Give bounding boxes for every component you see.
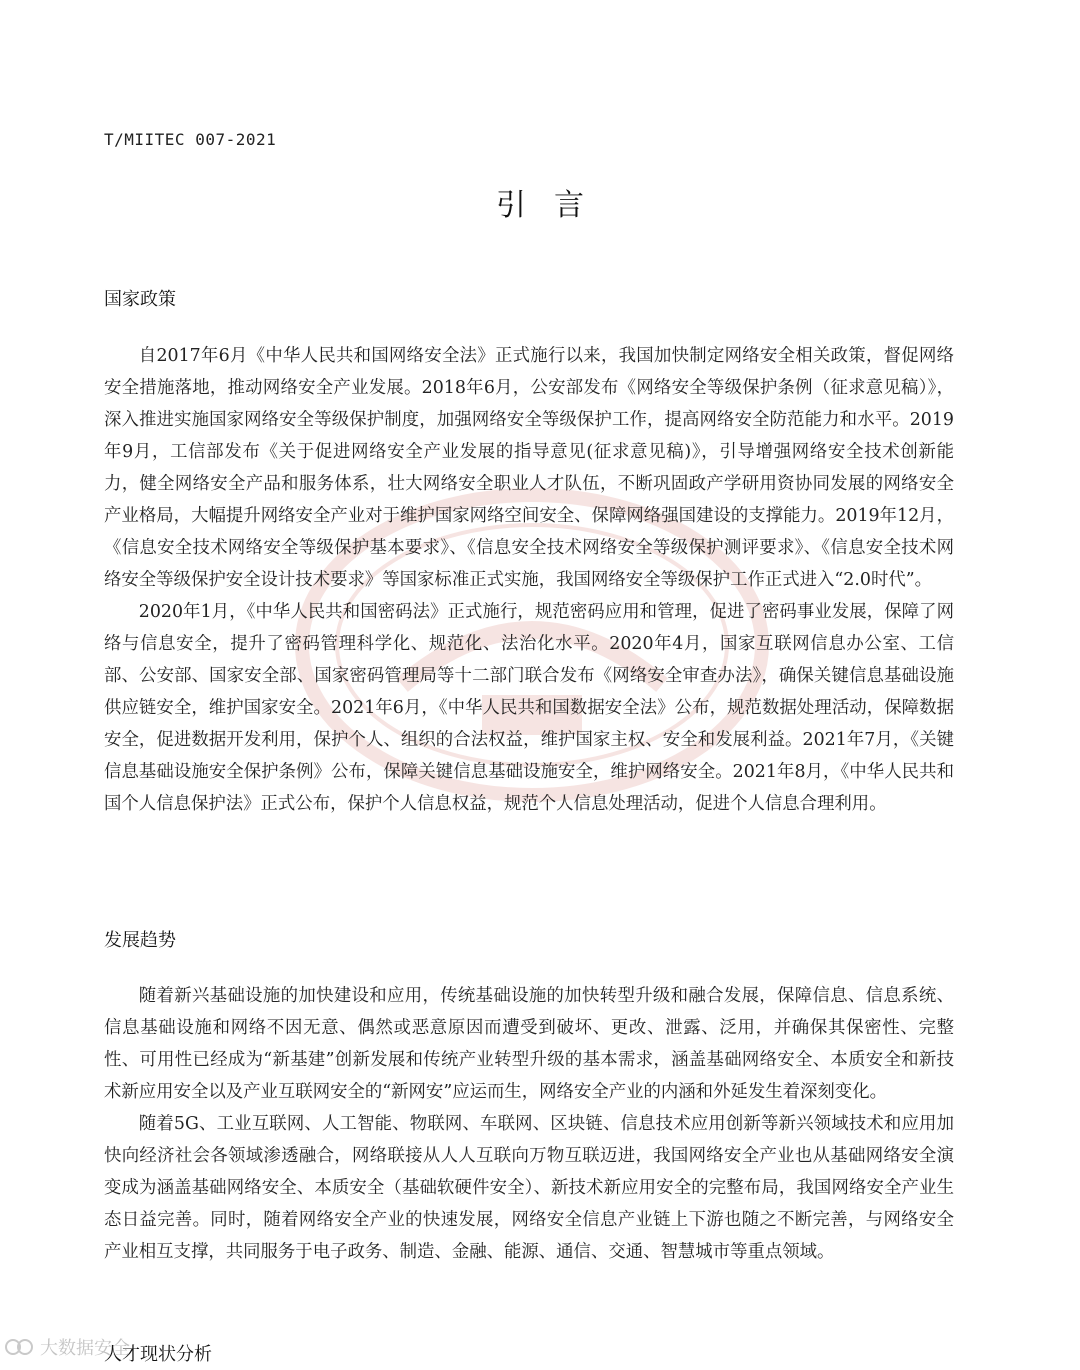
section-heading-talent: 人才现状分析 <box>104 1344 212 1365</box>
corner-watermark <box>4 1334 130 1360</box>
paragraph: 自2017年6月《中华人民共和国网络安全法》正式施行以来，我国加快制定网络安全相关政策，督促网络安全措施落地，推动网络安全产业发展。2018年6月，公安部发布《网络安全等级保护条例（征求意见稿）》，深入推进实施国家网络安全等级保护制度，加强网络安全等级保护工作，提高网络安全防范能力和水平。2019年9月，工信部发布《关于促进网络安全产业发展的指导意见(征求意见稿)》，引导增强网络安全技术创新能力，健全网络安全产品和服务体系，壮大网络安全职业人才队伍，不断巩固政产学研用资协同发展的网络安全产业格局，大幅提升网络安全产业对于维护国家网络空间安全、保障网络强国建设的支撑能力。2019年12月，《信息安全技术网络安全等级保护基本要求》、《信息安全技术网络安全等级保护测评要求》、《信息安全技术网络安全等级保护安全设计技术要求》等国家标准正式实施，我国网络安全等级保护工作正式进入“2.0时代”。 <box>104 346 954 590</box>
paragraph: 随着5G、工业互联网、人工智能、物联网、车联网、区块链、信息技术应用创新等新兴领域技术和应用加快向经济社会各领域渗透融合，网络联接从人人互联向万物互联迈进，我国网络安全产业也从基础网络安全演变成为涵盖基础网络安全、本质安全（基础软硬件安全）、新技术新应用安全的完整布局，我国网络安全产业生态日益完善。同时，随着网络安全产业的快速发展，网络安全信息产业链上下游也随之不断完善，与网络安全产业相互支撑，共同服务于电子政务、制造、金融、能源、通信、交通、智慧城市等重点领域。 <box>104 1114 954 1262</box>
corner-watermark-text: 大数据安全 <box>40 1338 130 1359</box>
section-body-trend <box>104 980 954 1268</box>
section-body-policy <box>104 340 954 820</box>
document-title: 引言 <box>496 188 612 223</box>
paragraph: 随着新兴基础设施的加快建设和应用，传统基础设施的加快转型升级和融合发展，保障信息、信息系统、信息基础设施和网络不因无意、偶然或恶意原因而遭受到破坏、更改、泄露、泛用，并确保其保密性、完整性、可用性已经成为“新基建”创新发展和传统产业转型升级的基本需求，涵盖基础网络安全、本质安全和新技术新应用安全以及产业互联网安全的“新网安”应运而生，网络安全产业的内涵和外延发生着深刻变化。 <box>104 986 954 1102</box>
section-heading-trend: 发展趋势 <box>104 930 176 951</box>
paragraph: 2020年1月，《中华人民共和国密码法》正式施行，规范密码应用和管理，促进了密码事业发展，保障了网络与信息安全，提升了密码管理科学化、规范化、法治化水平。2020年4月，国家互联网信息办公室、工信部、公安部、国家安全部、国家密码管理局等十二部门联合发布《网络安全审查办法》，确保关键信息基础设施供应链安全，维护国家安全。2021年6月，《中华人民共和国数据安全法》公布，规范数据处理活动，保障数据安全，促进数据开发利用，保护个人、组织的合法权益，维护国家主权、安全和发展利益。2021年7月，《关键信息基础设施安全保护条例》公布，保障关键信息基础设施安全，维护网络安全。2021年8月，《中华人民共和国个人信息保护法》正式公布，保护个人信息权益，规范个人信息处理活动，促进个人信息合理利用。 <box>104 602 954 814</box>
document-code: T/MIITEC 007-2021 <box>104 130 277 149</box>
brand-logo-icon <box>4 1336 34 1358</box>
section-heading-policy: 国家政策 <box>104 289 176 310</box>
